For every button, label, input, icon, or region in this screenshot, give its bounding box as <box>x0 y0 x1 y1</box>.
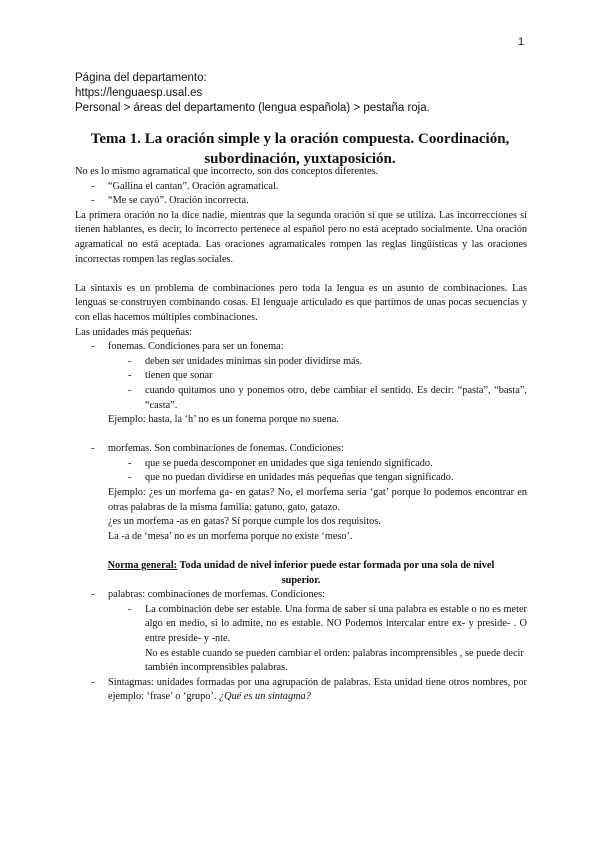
list-item: - que se pueda descomponer en unidades que siga teniendo significado. <box>128 457 433 469</box>
document-title <box>80 129 520 169</box>
fonemas-example: Ejemplo: hasta, la ‘h’ no es un fonema porque no suena. <box>108 414 339 426</box>
page-number: 1 <box>518 36 525 48</box>
palabras-item: - palabras: combinaciones de morfemas. Condiciones: <box>91 589 326 601</box>
norma-text: Toda unidad de nivel inferior puede estar formada por una sola de nivel superior. <box>177 560 495 586</box>
morfemas-item: - morfemas. Son combinaciones de fonemas. Condiciones: <box>91 443 344 455</box>
units-intro: Las unidades más pequeñas: <box>75 326 192 338</box>
list-item: - que no puedan dividirse en unidades más pequeñas que tengan significado. <box>128 472 454 484</box>
norma-label: Norma general: <box>107 560 178 572</box>
list-item: - “Gallina el cantan”. Oración agramatical. <box>91 180 279 192</box>
list-item: - cuando quitamos uno y ponemos otro, debe cambiar el sentido. Es decir: “pasta”, “basta”, “casta”. <box>128 384 527 411</box>
list-item: - tienen que sonar <box>128 370 213 382</box>
norma-general <box>75 559 527 588</box>
header-line-3: Personal > áreas del departamento (lengua española) > pestaña roja. <box>75 102 430 114</box>
morfemas-note: La -a de ‘mesa’ no es un morfema porque no existe ‘meso’. <box>108 530 353 542</box>
palabras-continuation: No es estable cuando se pueden cambiar el orden: palabras incomprensibles , se puede decir también incomprensibles palabras. <box>145 647 524 674</box>
header-line-2: https://lenguaesp.usal.es <box>75 87 203 99</box>
section2-paragraph: La sintaxis es un problema de combinaciones pero toda la lengua es un asunto de combinaciones. Las lenguas se construyen combinando cosas. El lenguaje articulado es que partimos de unas pocas secuencias y con ellas hacemos múltiples combinaciones. <box>75 282 527 323</box>
sintagma-question: ¿Qué es un sintagma? <box>219 691 311 703</box>
section1-paragraph: La primera oración no la dice nadie, mientras que la segunda oración sí que se utiliza. Las incorrecciones sí tienen hablantes, es decir, lo incorrecto pertenece al español pero no está aceptado socialmente. Una oración agramatical no está aceptada. Las oraciones agramaticales rompen las reglas lingüísticas y las oraciones incorrectas rompen las reglas sociales. <box>75 209 527 265</box>
fonemas-item: - fonemas. Condiciones para ser un fonema: <box>91 341 284 353</box>
morfemas-question: ¿es un morfema -as en gatas? Sí porque cumple los dos requisitos. <box>108 516 381 528</box>
document-body <box>75 165 527 705</box>
list-item: - La combinación debe ser estable. Una forma de saber si una palabra es estable o no es meter algo en medio, si lo admite, no es estable. NO Podemos intercalar entre ex- y preside- . O entre preside- y -nte. <box>128 603 527 644</box>
morfemas-example: Ejemplo: ¿es un morfema ga- en gatas? No, el morfema sería ‘gat’ porque lo podemos encontrar en otras palabras de la misma familia: gatuno, gato, gatazo. <box>108 487 527 513</box>
title-line-1: Tema 1. La oración simple y la oración compuesta. Coordinación, <box>90 131 510 147</box>
page-header <box>75 71 430 116</box>
title-line-2: subordinación, yuxtaposición. <box>204 151 396 167</box>
list-item: - deben ser unidades mínimas sin poder dividirse más. <box>128 355 363 367</box>
sintagmas-item: - Sintagmas: unidades formadas por una agrupación de palabras. Esta unidad tiene otros nombres, por ejemplo: ‘frase’ o ‘grupo’. ¿Qué es un sintagma? <box>91 676 527 703</box>
list-item: - “Me se cayó”. Oración incorrecta. <box>91 195 249 207</box>
header-line-1: Página del departamento: <box>75 72 207 84</box>
section1-intro: No es lo mismo agramatical que incorrecto, son dos conceptos diferentes. <box>75 166 379 177</box>
